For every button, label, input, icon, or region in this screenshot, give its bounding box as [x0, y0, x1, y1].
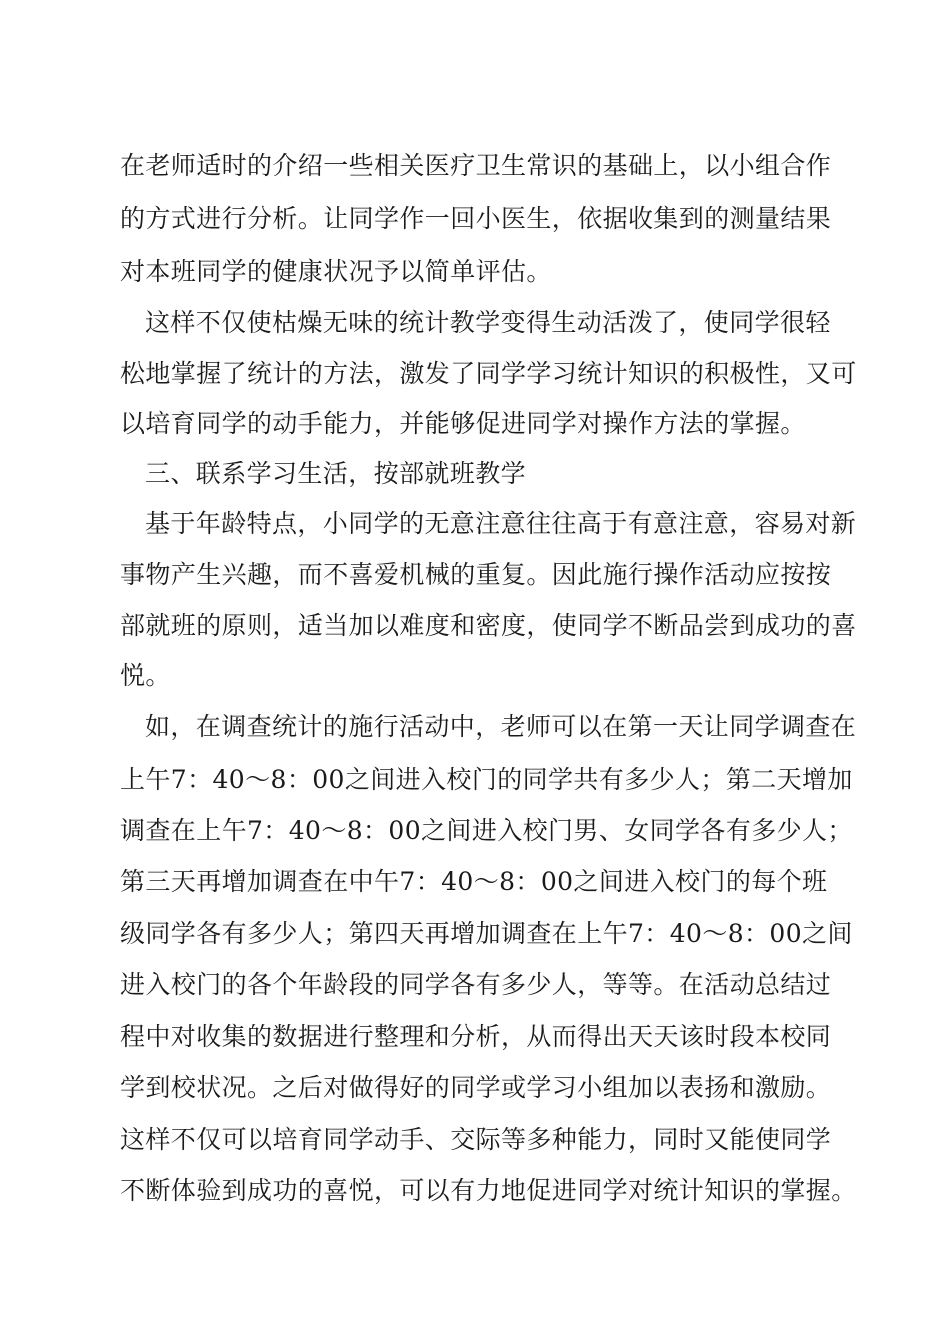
text-line: 如，在调查统计的施行活动中，老师可以在第一天让同学调查在 [145, 712, 857, 741]
text-line: 的方式进行分析。让同学作一回小医生，依据收集到的测量结果 [120, 204, 832, 233]
text-line: 这样不仅可以培育同学动手、交际等多种能力，同时又能使同学 [120, 1125, 832, 1154]
text-line: 第三天再增加调查在中午7：40～8：00之间进入校门的每个班 [120, 867, 828, 896]
text-line: 部就班的原则，适当加以难度和密度，使同学不断品尝到成功的喜 [120, 611, 857, 640]
text-line: 以培育同学的动手能力，并能够促进同学对操作方法的掌握。 [120, 409, 806, 438]
text-line: 进入校门的各个年龄段的同学各有多少人，等等。在活动总结过 [120, 970, 832, 999]
text-line: 对本班同学的健康状况予以简单评估。 [120, 257, 552, 286]
text-line: 松地掌握了统计的方法，激发了同学学习统计知识的积极性，又可 [120, 359, 857, 388]
text-line: 不断体验到成功的喜悦，可以有力地促进同学对统计知识的掌握。 [120, 1176, 857, 1205]
text-line: 这样不仅使枯燥无味的统计教学变得生动活泼了，使同学很轻 [145, 308, 831, 337]
text-line: 程中对收集的数据进行整理和分析，从而得出天天该时段本校同 [120, 1022, 832, 1051]
text-line: 悦。 [120, 661, 171, 690]
text-line: 上午7：40～8：00之间进入校门的同学共有多少人；第二天增加 [120, 765, 853, 794]
text-line: 调查在上午7：40～8：00之间进入校门男、女同学各有多少人； [120, 816, 853, 845]
text-line: 级同学各有多少人；第四天再增加调查在上午7：40～8：00之间 [120, 919, 853, 948]
text-line: 基于年龄特点，小同学的无意注意往往高于有意注意，容易对新 [145, 509, 857, 538]
section-heading: 三、联系学习生活，按部就班教学 [145, 459, 527, 488]
text-line: 学到校状况。之后对做得好的同学或学习小组加以表扬和激励。 [120, 1073, 832, 1102]
text-line: 事物产生兴趣，而不喜爱机械的重复。因此施行操作活动应按按 [120, 560, 832, 589]
text-line: 在老师适时的介绍一些相关医疗卫生常识的基础上，以小组合作 [120, 151, 832, 180]
